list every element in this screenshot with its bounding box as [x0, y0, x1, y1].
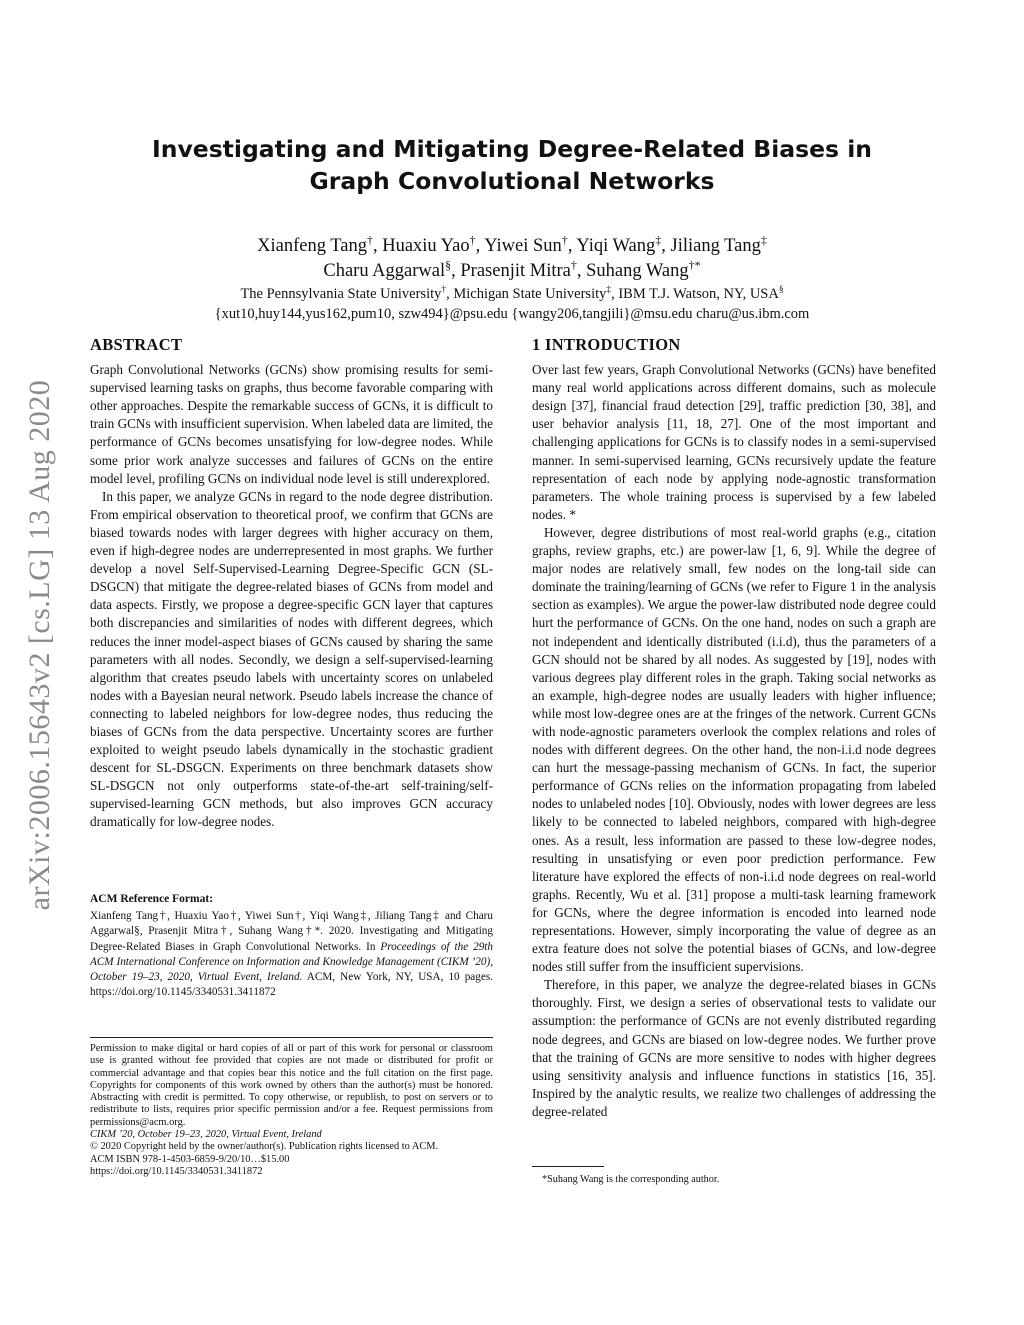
doi-line: https://doi.org/10.1145/3340531.3411872	[90, 1165, 263, 1177]
author-name: Prasenjit Mitra	[460, 261, 571, 281]
arxiv-identifier: arXiv:2006.15643v2 [cs.LG] 13 Aug 2020	[23, 379, 56, 911]
author-name: Charu Aggarwal	[323, 261, 446, 281]
abstract-paragraph-1: Graph Convolutional Networks (GCNs) show promising results for semi-supervised learning tasks on graphs, thus become favorable comparing with other approaches. Despite the remarkable success of GCNs, it is difficult to train GCNs with insufficient supervision. When labeled data are limited, the performance of GCNs becomes unsatisfying for low-degree nodes. While some prior work analyze successes and failures of GCNs on the entire model level, profiling GCNs on individual node level is still underexplored.	[90, 362, 493, 486]
author-name: Huaxiu Yao	[382, 236, 470, 256]
intro-paragraph-3: Therefore, in this paper, we analyze the degree-related biases in GCNs thoroughly. First, we design a series of observational tests to validate our assumption: the performance of GCNs are not evenly distributed regarding node degrees, and GCNs are biased on low-degree nodes. We further prove that the training of GCNs are more sensitive to nodes with higher degrees using sensitivity analysis and influence functions in statistics [16, 35]. Inspired by the analytic results, we realize two challenges of addressing the degree-related	[532, 977, 936, 1119]
author-name: Yiwei Sun	[484, 236, 562, 256]
intro-paragraph-1: Over last few years, Graph Convolutional Networks (GCNs) have benefited many real world applications across different domains, such as molecule design [37], financial fraud detection [29], traffic prediction [30, 38], and user behavior analysis [11, 18, 27]. One of the most important and challenging applications for GCNs is to classify nodes in a semi-supervised manner. In semi-supervised learning, GCNs recursively update the feature representation of each node by applying node-agnostic transformation parameters. The whole training process is supervised by a few labeled nodes. *	[532, 362, 936, 522]
author-name: Suhang Wang	[586, 261, 689, 281]
title-line-2: Graph Convolutional Networks	[309, 167, 715, 195]
author-name: Yiqi Wang	[576, 236, 656, 256]
introduction-heading: 1 INTRODUCTION	[532, 335, 681, 354]
arxiv-sidebar	[18, 345, 62, 945]
footnote: *Suhang Wang is the corresponding author.	[542, 1174, 720, 1185]
introduction-section	[532, 336, 936, 1121]
acm-reference	[90, 892, 493, 1000]
intro-paragraph-2: However, degree distributions of most real-world graphs (e.g., citation graphs, review graphs, etc.) are power-law [1, 6, 9]. While the degree of major nodes are relatively small, few nodes on the long-tail side can dominate the training/learning of GCNs (we refer to Figure 1 in the analysis section as examples). We argue the power-law distributed node degree could hurt the performance of GCNs. On the one hand, nodes on such a graph are not independent and identically distributed (i.i.d), thus the parameters of a GCN should not be shared by all nodes. As suggested by [19], nodes with various degrees play different roles in the graph. Taking social networks as an example, high-degree nodes are usually leaders with higher influence; while most low-degree ones are at the fringes of the network. Current GCNs with node-agnostic parameters overlook the complex relations and roles of nodes with different degrees. On the other hand, the non-i.i.d node degrees can hurt the message-passing mechanism of GCNs. In fact, the superior performance of GCNs relies on the information propagating from labeled nodes to unlabeled nodes [10]. Obviously, nodes with lower degrees are less likely to be connected to labeled neighbors, compared with high-degree ones. As a result, less information are passed to these low-degree nodes, resulting in unsatisfying or even poor prediction performance. Few literature have explored the effects of non-i.i.d node degrees on real-world graphs. Recently, Wu et al. [31] propose a multi-task learning framework for GCNs, where the degree information is encoded into learned node representations. However, simply incorporating the value of degree as an extra feature does not solve the potential biases of GCNs, and low-degree nodes still suffer from the insufficient supervisions.	[532, 524, 936, 975]
author-list	[0, 234, 1024, 284]
affiliation-line: The Pennsylvania State University†, Michigan State University‡, IBM T.J. Watson, NY, USA§	[240, 285, 784, 302]
author-name: Xianfeng Tang	[257, 236, 367, 256]
abstract-section	[90, 336, 493, 832]
author-line-1: Xianfeng Tang†, Huaxiu Yao†, Yiwei Sun†, Yiqi Wang‡, Jiliang Tang‡	[257, 232, 767, 256]
conference-line: CIKM ’20, October 19–23, 2020, Virtual Event, Ireland	[90, 1129, 322, 1141]
footnote-divider	[532, 1166, 604, 1167]
affiliations	[0, 284, 1024, 324]
paper-title	[0, 133, 1024, 197]
title-line-1: Investigating and Mitigating Degree-Related Biases in	[151, 135, 873, 163]
author-line-2: Charu Aggarwal§, Prasenjit Mitra†, Suhang Wang†*	[323, 257, 701, 281]
abstract-heading: ABSTRACT	[90, 335, 183, 354]
acm-reference-heading: ACM Reference Format:	[90, 893, 214, 905]
permission-block	[90, 1043, 493, 1178]
author-name: Jiliang Tang	[670, 236, 761, 256]
acm-reference-text: Xianfeng Tang†, Huaxiu Yao†, Yiwei Sun†, Yiqi Wang‡, Jiliang Tang‡ and Charu Aggarwal§, Prasenjit Mitra†, Suhang Wang†*. 2020. Investigating and Mitigating Degree-Related Biases in Graph Convolutional Networks. In Proceedings of the 29th ACM International Conference on Information and Knowledge Management (CIKM ’20), October 19–23, 2020, Virtual Event, Ireland. ACM, New York, NY, USA, 10 pages. https://doi.org/10.1145/3340531.3411872	[90, 910, 493, 999]
footer-divider	[90, 1037, 493, 1038]
permission-text: Permission to make digital or hard copies of all or part of this work for personal or classroom use is granted without fee provided that copies are not made or distributed for profit or commercial advantage and that copies bear this notice and the full citation on the first page. Copyrights for components of this work owned by others than the author(s) must be honored. Abstracting with credit is permitted. To copy otherwise, or republish, to post on servers or to redistribute to lists, requires prior specific permission and/or a fee. Request permissions from permissions@acm.org.	[90, 1043, 493, 1128]
isbn-line: ACM ISBN 978-1-4503-6859-9/20/10…$15.00	[90, 1153, 290, 1165]
abstract-paragraph-2: In this paper, we analyze GCNs in regard to the node degree distribution. From empirical observation to theoretical proof, we confirm that GCNs are biased towards nodes with larger degrees with higher accuracy on them, even if high-degree nodes are underrepresented in most graphs. We further develop a novel Self-Supervised-Learning Degree-Specific GCN (SL-DSGCN) that mitigate the degree-related biases of GCNs from model and data aspects. Firstly, we propose a degree-specific GCN layer that captures both discrepancies and similarities of nodes with different degrees, which reduces the inner model-aspect biases of GCNs caused by sharing the same parameters with all nodes. Secondly, we design a self-supervised-learning algorithm that creates pseudo labels with uncertainty scores on unlabeled nodes with a Bayesian neural network. Pseudo labels increase the chance of connecting to labeled neighbors for low-degree nodes, thus reducing the biases of GCNs from the data perspective. Uncertainty scores are further exploited to weight pseudo labels dynamically in the stochastic gradient descent for SL-DSGCN. Experiments on three benchmark datasets show SL-DSGCN not only outperforms state-of-the-art self-training/self-supervised-learning GCN methods, but also improves GCN accuracy dramatically for low-degree nodes.	[90, 488, 493, 830]
copyright-line: © 2020 Copyright held by the owner/author(s). Publication rights licensed to ACM.	[90, 1141, 439, 1153]
email-line: {xut10,huy144,yus162,pum10, szw494}@psu.edu {wangy206,tangjili}@msu.edu charu@us.ibm.com	[214, 306, 810, 322]
